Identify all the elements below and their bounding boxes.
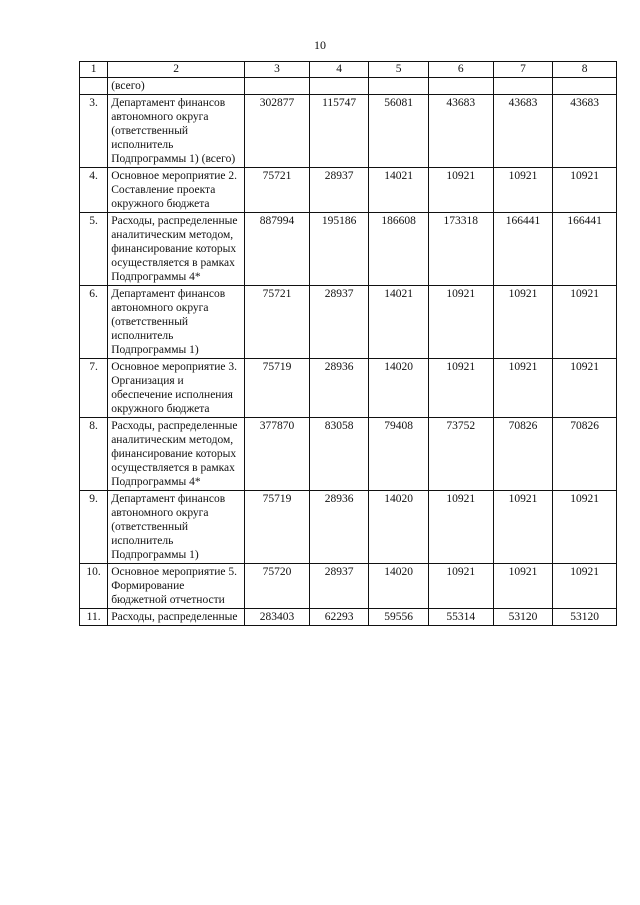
column-header: 2 bbox=[108, 62, 245, 78]
row-number: 5. bbox=[80, 213, 108, 286]
row-number: 9. bbox=[80, 491, 108, 564]
table-row bbox=[80, 418, 617, 491]
table-body bbox=[80, 62, 617, 626]
table-row bbox=[80, 213, 617, 286]
value-cell: 195186 bbox=[309, 213, 369, 286]
value-cell: 53120 bbox=[553, 609, 617, 626]
column-header: 5 bbox=[369, 62, 429, 78]
row-name: Основное мероприятие 2. Составление проекта окружного бюджета bbox=[108, 168, 245, 213]
value-cell: 10921 bbox=[553, 564, 617, 609]
row-number: 10. bbox=[80, 564, 108, 609]
value-cell: 283403 bbox=[245, 609, 310, 626]
row-number: 11. bbox=[80, 609, 108, 626]
row-name: Расходы, распределенные bbox=[108, 609, 245, 626]
value-cell: 10921 bbox=[553, 168, 617, 213]
value-cell: 70826 bbox=[493, 418, 553, 491]
value-cell: 10921 bbox=[428, 286, 493, 359]
value-cell: 28936 bbox=[309, 491, 369, 564]
value-cell: 10921 bbox=[428, 491, 493, 564]
value-cell: 56081 bbox=[369, 95, 429, 168]
row-name: (всего) bbox=[108, 78, 245, 95]
value-cell: 10921 bbox=[493, 564, 553, 609]
value-cell: 887994 bbox=[245, 213, 310, 286]
value-cell: 43683 bbox=[553, 95, 617, 168]
value-cell: 75721 bbox=[245, 168, 310, 213]
value-cell: 28937 bbox=[309, 564, 369, 609]
value-cell: 75719 bbox=[245, 359, 310, 418]
row-number: 6. bbox=[80, 286, 108, 359]
value-cell: 43683 bbox=[428, 95, 493, 168]
column-header: 3 bbox=[245, 62, 310, 78]
value-cell: 28936 bbox=[309, 359, 369, 418]
page-number: 10 bbox=[314, 38, 326, 52]
column-header: 1 bbox=[80, 62, 108, 78]
value-cell: 14020 bbox=[369, 564, 429, 609]
value-cell: 10921 bbox=[428, 564, 493, 609]
value-cell: 166441 bbox=[493, 213, 553, 286]
table-row bbox=[80, 78, 617, 95]
value-cell: 10921 bbox=[493, 359, 553, 418]
value-cell: 166441 bbox=[553, 213, 617, 286]
row-number bbox=[80, 78, 108, 95]
table-row bbox=[80, 95, 617, 168]
row-name: Департамент финансов автономного округа (ответственный исполнитель Подпрограммы 1) (всего) bbox=[108, 95, 245, 168]
value-cell bbox=[245, 78, 310, 95]
value-cell bbox=[493, 78, 553, 95]
row-name: Расходы, распределенные аналитическим методом, финансирование которых осуществляется в рамках Подпрограммы 4* bbox=[108, 213, 245, 286]
table-row bbox=[80, 609, 617, 626]
value-cell bbox=[428, 78, 493, 95]
value-cell: 73752 bbox=[428, 418, 493, 491]
row-number: 3. bbox=[80, 95, 108, 168]
value-cell: 14021 bbox=[369, 168, 429, 213]
value-cell: 10921 bbox=[553, 286, 617, 359]
value-cell: 70826 bbox=[553, 418, 617, 491]
table-row bbox=[80, 286, 617, 359]
header-row bbox=[80, 62, 617, 78]
table-row bbox=[80, 491, 617, 564]
value-cell: 83058 bbox=[309, 418, 369, 491]
value-cell: 10921 bbox=[428, 359, 493, 418]
value-cell: 62293 bbox=[309, 609, 369, 626]
row-number: 4. bbox=[80, 168, 108, 213]
budget-table bbox=[79, 61, 617, 626]
value-cell: 79408 bbox=[369, 418, 429, 491]
column-header: 4 bbox=[309, 62, 369, 78]
value-cell: 186608 bbox=[369, 213, 429, 286]
table-row bbox=[80, 564, 617, 609]
value-cell bbox=[553, 78, 617, 95]
row-number: 7. bbox=[80, 359, 108, 418]
value-cell: 75721 bbox=[245, 286, 310, 359]
value-cell: 14020 bbox=[369, 491, 429, 564]
value-cell: 10921 bbox=[553, 491, 617, 564]
value-cell: 53120 bbox=[493, 609, 553, 626]
value-cell: 14020 bbox=[369, 359, 429, 418]
value-cell: 377870 bbox=[245, 418, 310, 491]
value-cell: 55314 bbox=[428, 609, 493, 626]
row-name: Департамент финансов автономного округа (ответственный исполнитель Подпрограммы 1) bbox=[108, 286, 245, 359]
value-cell: 10921 bbox=[553, 359, 617, 418]
value-cell bbox=[369, 78, 429, 95]
value-cell: 302877 bbox=[245, 95, 310, 168]
row-name: Основное мероприятие 3. Организация и обеспечение исполнения окружного бюджета bbox=[108, 359, 245, 418]
row-name: Основное мероприятие 5. Формирование бюджетной отчетности bbox=[108, 564, 245, 609]
value-cell: 59556 bbox=[369, 609, 429, 626]
value-cell: 115747 bbox=[309, 95, 369, 168]
value-cell: 28937 bbox=[309, 168, 369, 213]
row-name: Расходы, распределенные аналитическим методом, финансирование которых осуществляется в рамках Подпрограммы 4* bbox=[108, 418, 245, 491]
column-header: 6 bbox=[428, 62, 493, 78]
value-cell: 14021 bbox=[369, 286, 429, 359]
value-cell: 10921 bbox=[493, 286, 553, 359]
row-name: Департамент финансов автономного округа (ответственный исполнитель Подпрограммы 1) bbox=[108, 491, 245, 564]
value-cell: 28937 bbox=[309, 286, 369, 359]
value-cell bbox=[309, 78, 369, 95]
table-row bbox=[80, 359, 617, 418]
column-header: 7 bbox=[493, 62, 553, 78]
value-cell: 10921 bbox=[493, 491, 553, 564]
value-cell: 10921 bbox=[428, 168, 493, 213]
value-cell: 43683 bbox=[493, 95, 553, 168]
value-cell: 10921 bbox=[493, 168, 553, 213]
value-cell: 75720 bbox=[245, 564, 310, 609]
column-header: 8 bbox=[553, 62, 617, 78]
table-row bbox=[80, 168, 617, 213]
value-cell: 173318 bbox=[428, 213, 493, 286]
value-cell: 75719 bbox=[245, 491, 310, 564]
row-number: 8. bbox=[80, 418, 108, 491]
